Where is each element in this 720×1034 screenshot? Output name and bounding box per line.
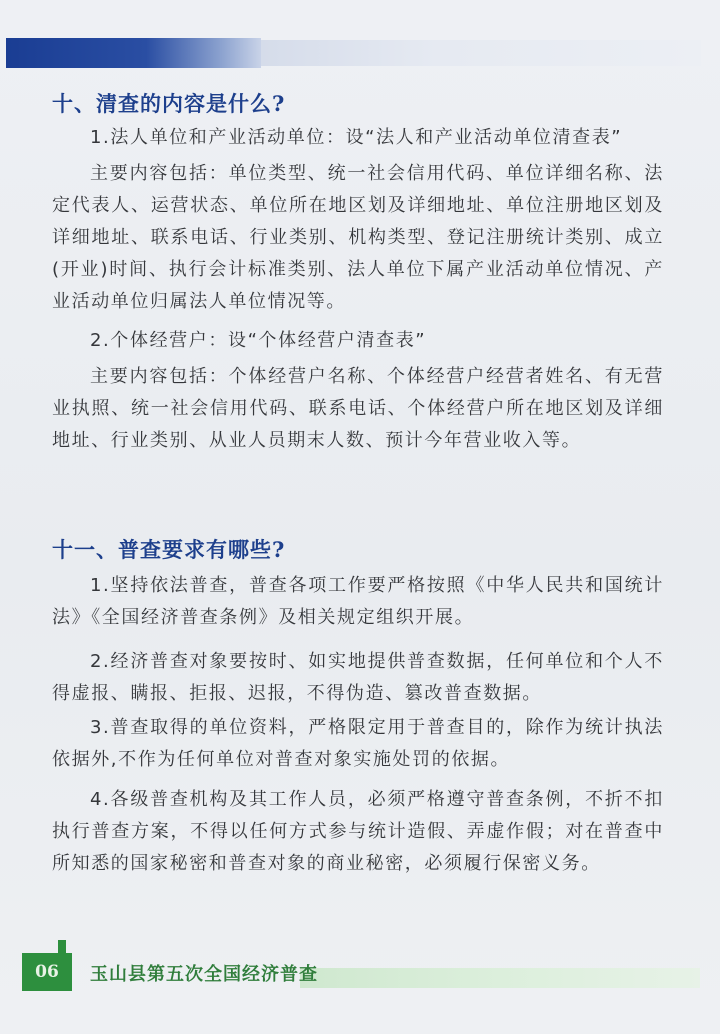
section-10-item-2-content: 主要内容包括：个体经营户名称、个体经营户经营者姓名、有无营业执照、统一社会信用代码、联系电话、个体经营户所在地区划及详细地址、行业类别、从业人员期末人数、预计今年营业收入等。 xyxy=(52,366,664,451)
top-band-fade xyxy=(261,40,701,66)
top-color-band xyxy=(6,38,261,68)
page-number-box xyxy=(22,953,72,991)
footer-decor-line xyxy=(300,968,700,988)
footer-title: 玉山县第五次全国经济普查 xyxy=(90,964,318,985)
section-10-item-1: 1.法人单位和产业活动单位：设“法人和产业活动单位清查表” xyxy=(90,127,623,148)
section-11-item-2: 2.经济普查对象要按时、如实地提供普查数据，任何单位和个人不得虚报、瞒报、拒报、迟报，不得伪造、篡改普查数据。 xyxy=(52,651,664,704)
section-11-item-3: 3.普查取得的单位资料，严格限定用于普查目的，除作为统计执法依据外,不作为任何单位对普查对象实施处罚的依据。 xyxy=(52,717,664,770)
section-11-heading: 十一、普查要求有哪些? xyxy=(52,537,286,562)
section-10-item-2: 2.个体经营户：设“个体经营户清查表” xyxy=(90,330,427,351)
section-10-heading: 十、清查的内容是什么? xyxy=(52,91,286,116)
page-number: 06 xyxy=(35,962,59,982)
section-11-item-4: 4.各级普查机构及其工作人员，必须严格遵守普查条例，不折不扣执行普查方案，不得以任何方式参与统计造假、弄虚作假；对在普查中所知悉的国家秘密和普查对象的商业秘密，必须履行保密义务。 xyxy=(52,789,664,874)
section-11-item-1: 1.坚持依法普查，普查各项工作要严格按照《中华人民共和国统计法》《全国经济普查条例》及相关规定组织开展。 xyxy=(52,575,664,628)
section-10-item-1-content: 主要内容包括：单位类型、统一社会信用代码、单位详细名称、法定代表人、运营状态、单位所在地区划及详细地址、单位注册地区划及详细地址、联系电话、行业类别、机构类型、登记注册统计类别、成立(开业)时间、执行会计标准类别、法人单位下属产业活动单位情况、产业活动单位归属法人单位情况等。 xyxy=(52,163,664,312)
